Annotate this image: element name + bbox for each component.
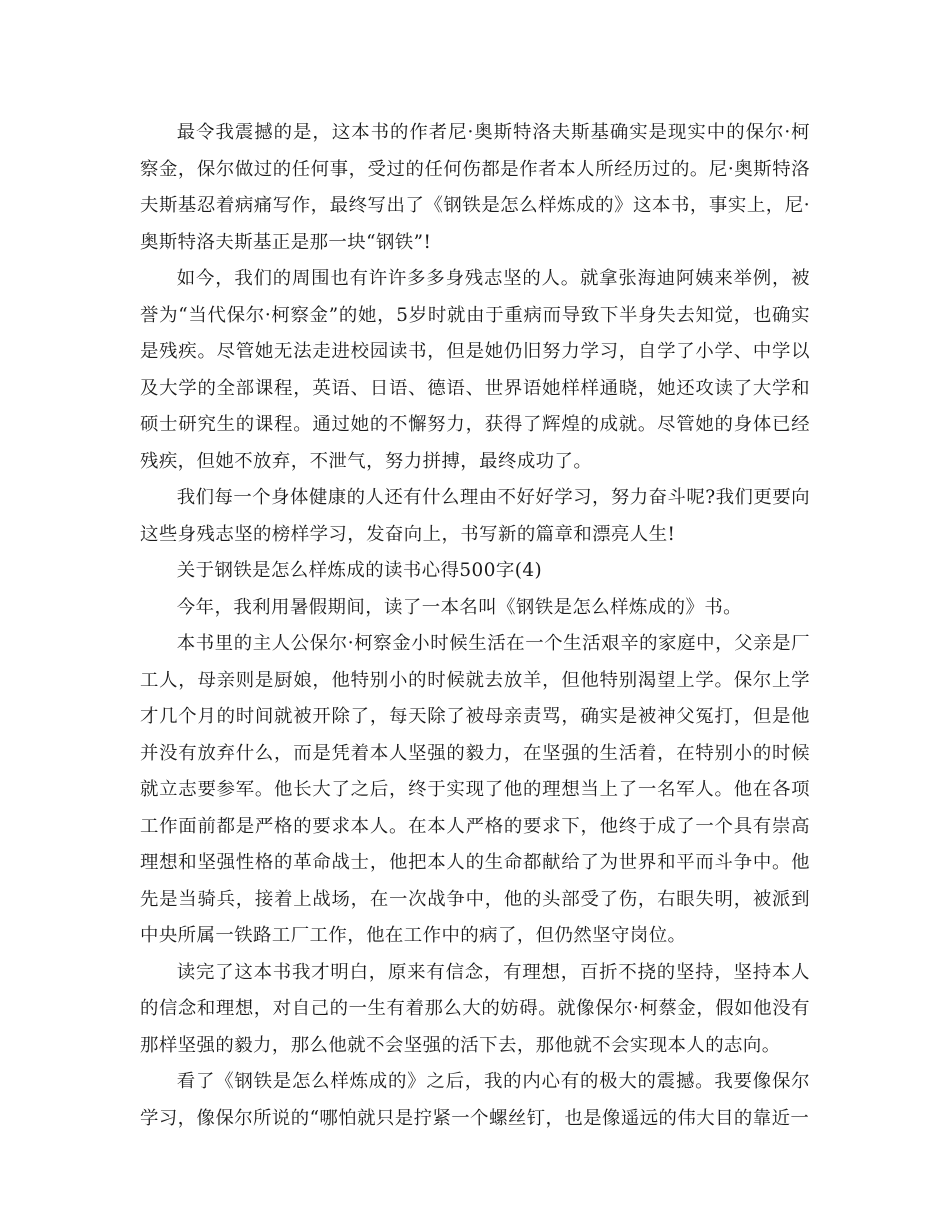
paragraph: 最令我震撼的是，这本书的作者尼·奥斯特洛夫斯基确实是现实中的保尔·柯察金，保尔做过的任何事，受过的任何伤都是作者本人所经历过的。尼·奥斯特洛夫斯基忍着病痛写作，最终写出了《钢铁是怎么样炼成的》这本书，事实上，尼·奥斯特洛夫斯基正是那一块“钢铁”! bbox=[140, 122, 810, 253]
paragraph: 读完了这本书我才明白，原来有信念，有理想，百折不挠的坚持，坚持本人的信念和理想，对自己的一生有着那么大的妨碍。就像保尔·柯蔡金，假如他没有那样坚强的毅力，那么他就不会坚强的活下去，那他就不会实现本人的志向。 bbox=[140, 961, 810, 1056]
section-heading: 关于钢铁是怎么样炼成的读书心得500字(4) bbox=[176, 560, 543, 581]
paragraph: 今年，我利用暑假期间，读了一本名叫《钢铁是怎么样炼成的》书。 bbox=[176, 596, 743, 618]
document-page bbox=[140, 115, 810, 1137]
paragraph: 我们每一个身体健康的人还有什么理由不好好学习，努力奋斗呢?我们更要向这些身残志坚的榜样学习，发奋向上，书写新的篇章和漂亮人生! bbox=[140, 487, 810, 545]
paragraph: 如今，我们的周围也有许许多多身残志坚的人。就拿张海迪阿姨来举例，被誉为“当代保尔·柯察金”的她，5岁时就由于重病而导致下半身失去知觉，也确实是残疾。尽管她无法走进校园读书，但是她仍旧努力学习，自学了小学、中学以及大学的全部课程，英语、日语、德语、世界语她样样通晓，她还攻读了大学和硕士研究生的课程。通过她的不懈努力，获得了辉煌的成就。尽管她的身体已经残疾，但她不放弃，不泄气，努力拼搏，最终成功了。 bbox=[140, 268, 810, 472]
paragraph: 看了《钢铁是怎么样炼成的》之后，我的内心有的极大的震撼。我要像保尔学习，像保尔所说的“哪怕就只是拧紧一个螺丝钉，也是像遥远的伟大目的靠近一 bbox=[140, 1071, 810, 1129]
paragraph: 本书里的主人公保尔·柯察金小时候生活在一个生活艰辛的家庭中，父亲是厂工人，母亲则是厨娘，他特别小的时候就去放羊，但他特别渴望上学。保尔上学才几个月的时间就被开除了，每天除了被母亲责骂，确实是被神父冤打，但是他并没有放弃什么，而是凭着本人坚强的毅力，在坚强的生活着，在特别小的时候就立志要参军。他长大了之后，终于实现了他的理想当上了一名军人。他在各项工作面前都是严格的要求本人。在本人严格的要求下，他终于成了一个具有崇高理想和坚强性格的革命战士，他把本人的生命都献给了为世界和平而斗争中。他先是当骑兵，接着上战场，在一次战争中，他的头部受了伤，右眼失明，被派到中央所属一铁路工厂工作，他在工作中的病了，但仍然坚守岗位。 bbox=[140, 633, 810, 946]
